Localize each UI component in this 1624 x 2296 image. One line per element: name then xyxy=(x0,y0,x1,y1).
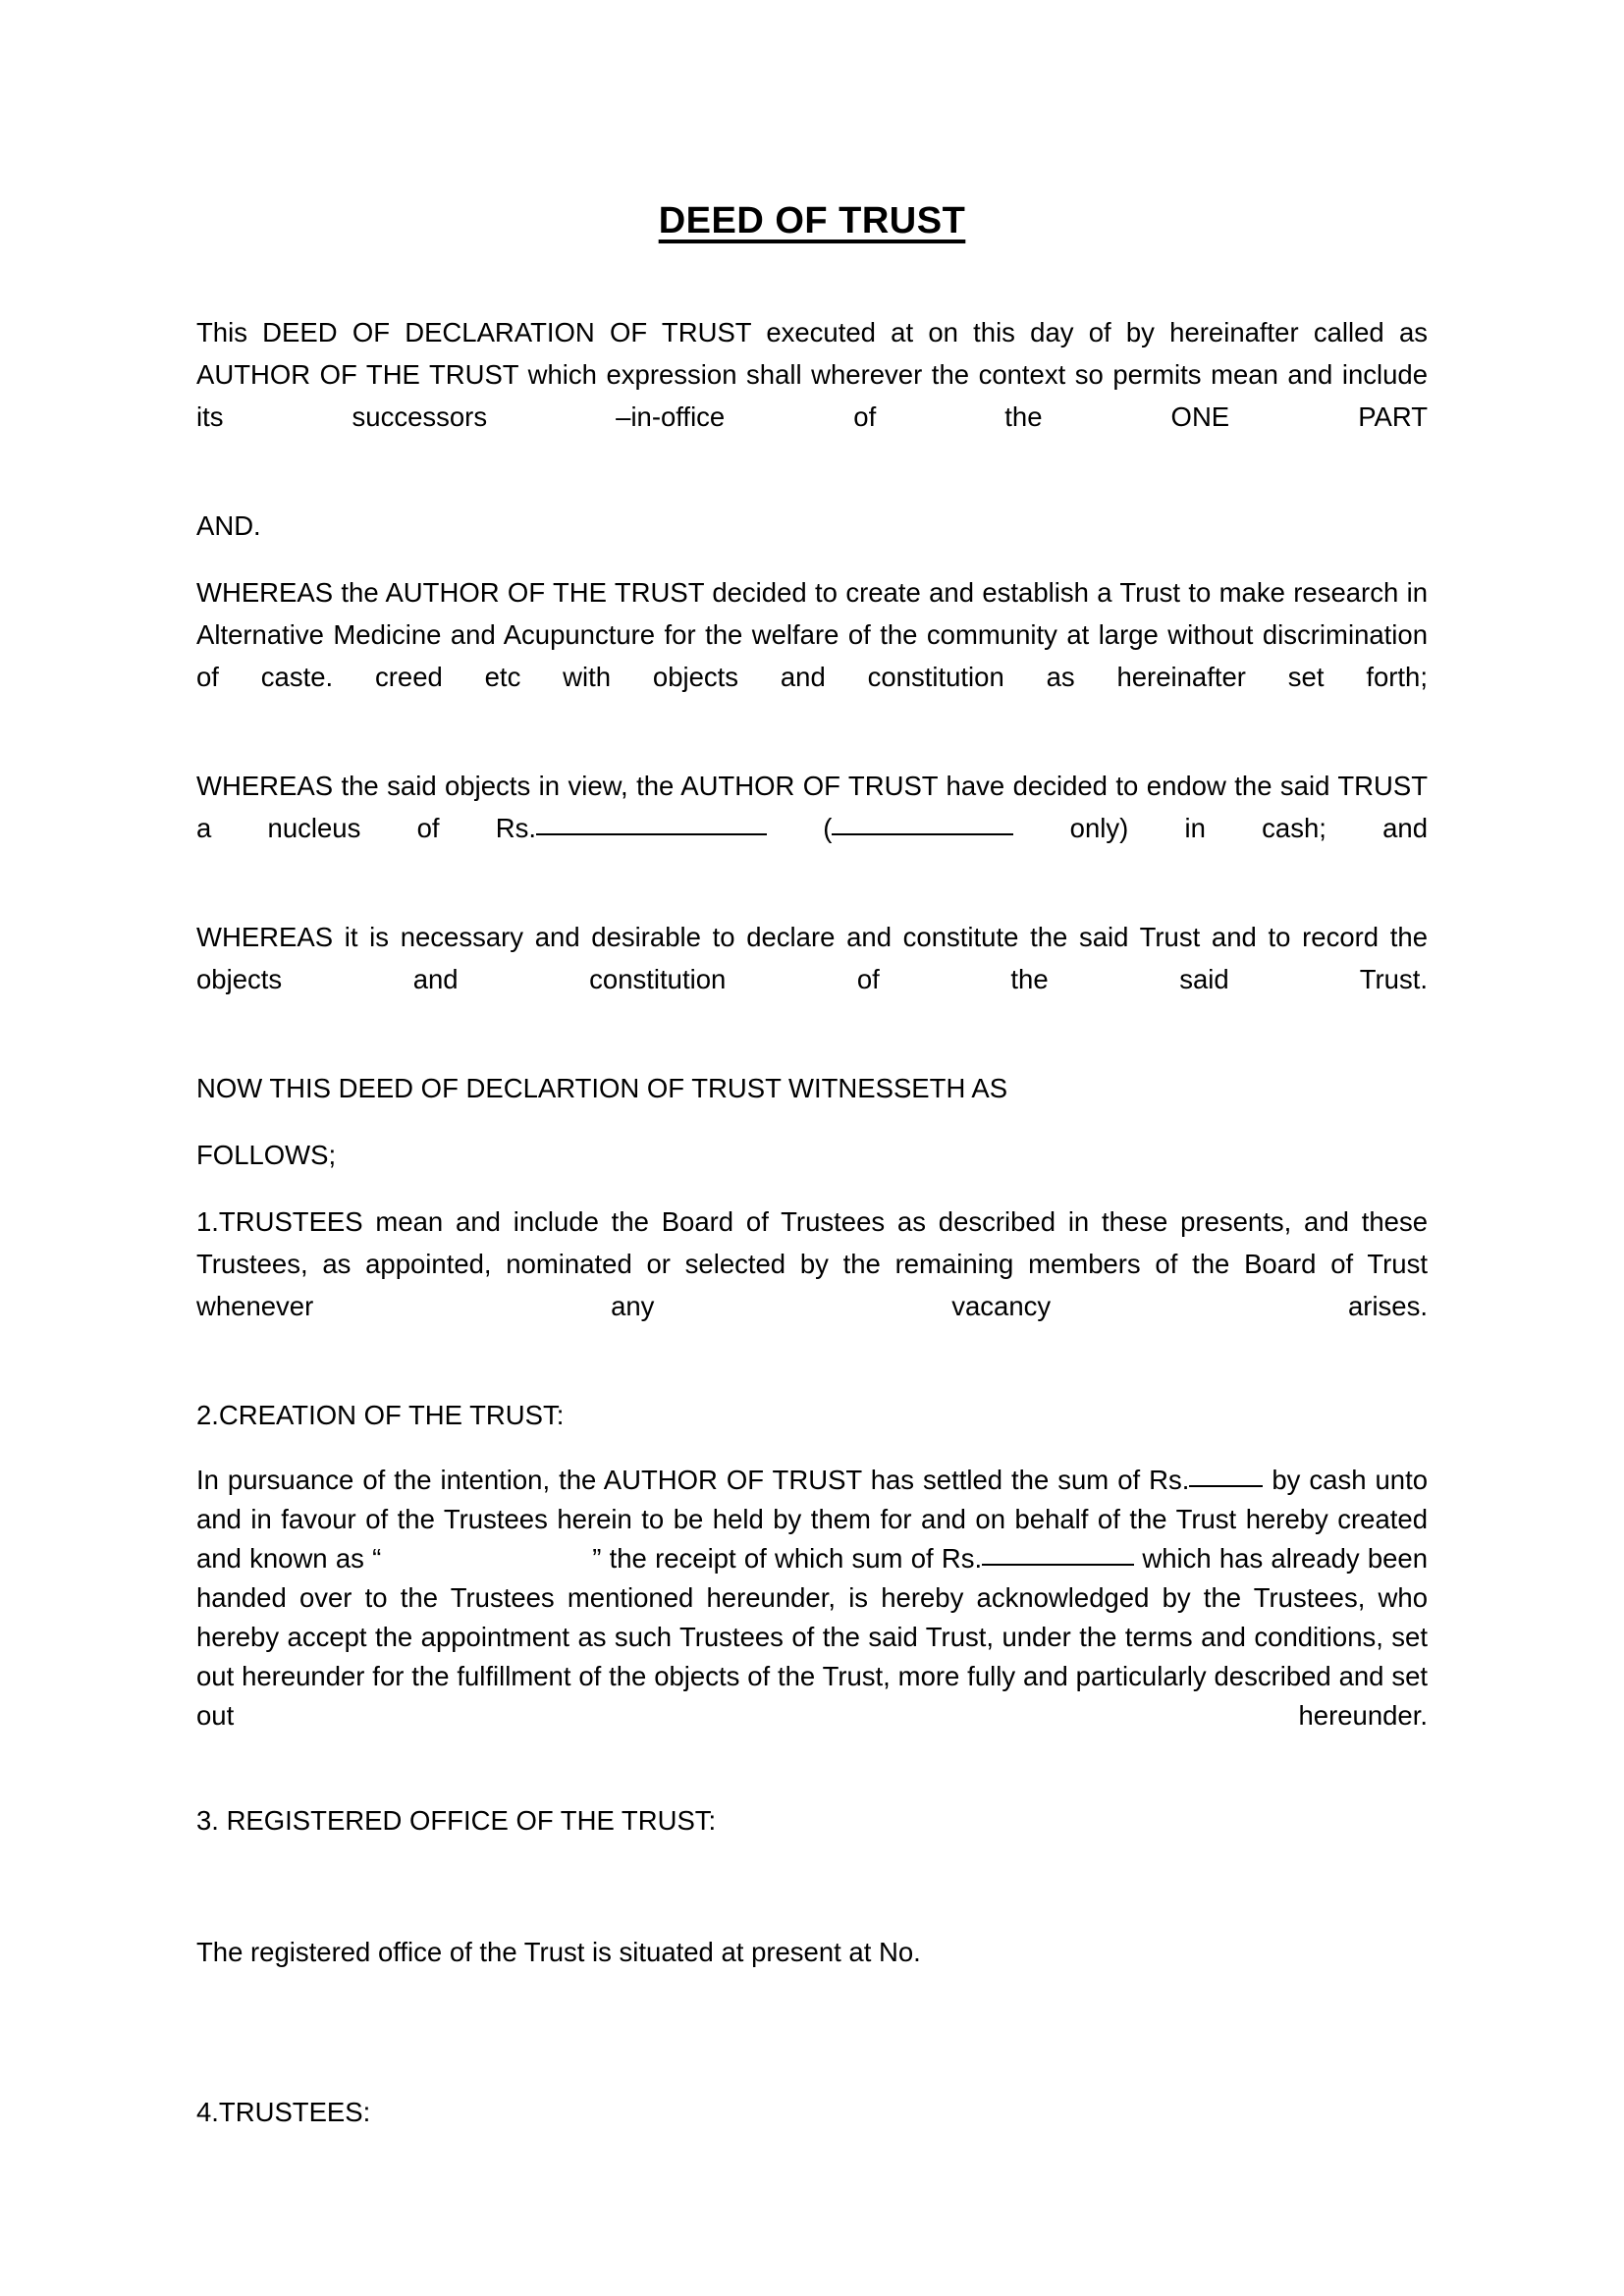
receipt-sum-blank[interactable] xyxy=(982,1564,1134,1566)
page-title xyxy=(196,0,1428,242)
clause-2-text-c: ” the receipt of which sum of Rs. xyxy=(592,1542,983,1574)
clause-1-trustees: 1.TRUSTEES mean and include the Board of Trustees as described in these presents, and these Trustees, as appointed, nominated or selected by the remaining members of the Board of Trust whenever any vacancy arises. xyxy=(196,1205,1428,1321)
paragraph-whereas-endow xyxy=(196,765,1428,891)
clause-2-heading: 2.CREATION OF THE TRUST: xyxy=(196,1399,565,1430)
clause-2-text-d: which has already been handed over to the Trustees mentioned hereunder, is hereby acknowledged by the Trustees, who hereby accept the appointment as such Trustees of the said Trust, under the terms and conditions, set out hereunder for the fulfillment of the objects of the Trust, more fully and particularly described and set out hereunder. xyxy=(196,1542,1429,1731)
paragraph-now-this-deed: NOW THIS DEED OF DECLARTION OF TRUST WITNESSETH AS xyxy=(196,1072,1008,1103)
amount-figures-blank[interactable] xyxy=(536,833,767,835)
paragraph-whereas-objects: WHEREAS the AUTHOR OF THE TRUST decided to create and establish a Trust to make research in Alternative Medicine and Acupuncture for the welfare of the community at large without discrimination of caste. creed etc with objects and constitution as hereinafter set forth; xyxy=(196,576,1428,692)
paragraph-follows: FOLLOWS; xyxy=(196,1139,337,1170)
clause-2-body xyxy=(196,1461,1428,1775)
whereas-endow-text-c: only) in cash; and xyxy=(1069,812,1429,843)
paragraph-and: AND. xyxy=(196,509,261,541)
clause-2-text-a: In pursuance of the intention, the AUTHOR OF TRUST has settled the sum of Rs. xyxy=(196,1464,1190,1495)
clause-3-spacer xyxy=(196,1866,1428,1931)
clause-4-spacer xyxy=(196,1998,1428,2091)
clause-3-heading: 3. REGISTERED OFFICE OF THE TRUST: xyxy=(196,1804,717,1836)
page-title-text: DEED OF TRUST xyxy=(658,200,966,241)
clause-3-body: The registered office of the Trust is situated at present at No. xyxy=(196,1936,921,1967)
paragraph-preamble: This DEED OF DECLARATION OF TRUST executed at on this day of by hereinafter called as AUTHOR OF THE TRUST which expression shall wherever the context so permits mean and include its successors –in-office of the ONE PART xyxy=(196,316,1428,432)
whereas-endow-text-a: WHEREAS the said objects in view, the AUTHOR OF TRUST have decided to endow the said TRUST a nucleus of Rs. xyxy=(196,770,1428,843)
whereas-endow-text-b: ( xyxy=(823,812,833,843)
settled-sum-blank[interactable] xyxy=(1189,1485,1263,1487)
clause-2-text-b: by cash unto and in favour of the Trustees herein to be held by them for and on behalf of the Trust hereby created and known as “ xyxy=(196,1464,1429,1574)
amount-words-blank[interactable] xyxy=(832,833,1013,835)
paragraph-whereas-necessary: WHEREAS it is necessary and desirable to declare and constitute the said Trust and to record the objects and constitution of the said Trust. xyxy=(196,921,1428,994)
clause-4-heading: 4.TRUSTEES: xyxy=(196,2096,371,2127)
document-body xyxy=(196,311,1428,2133)
